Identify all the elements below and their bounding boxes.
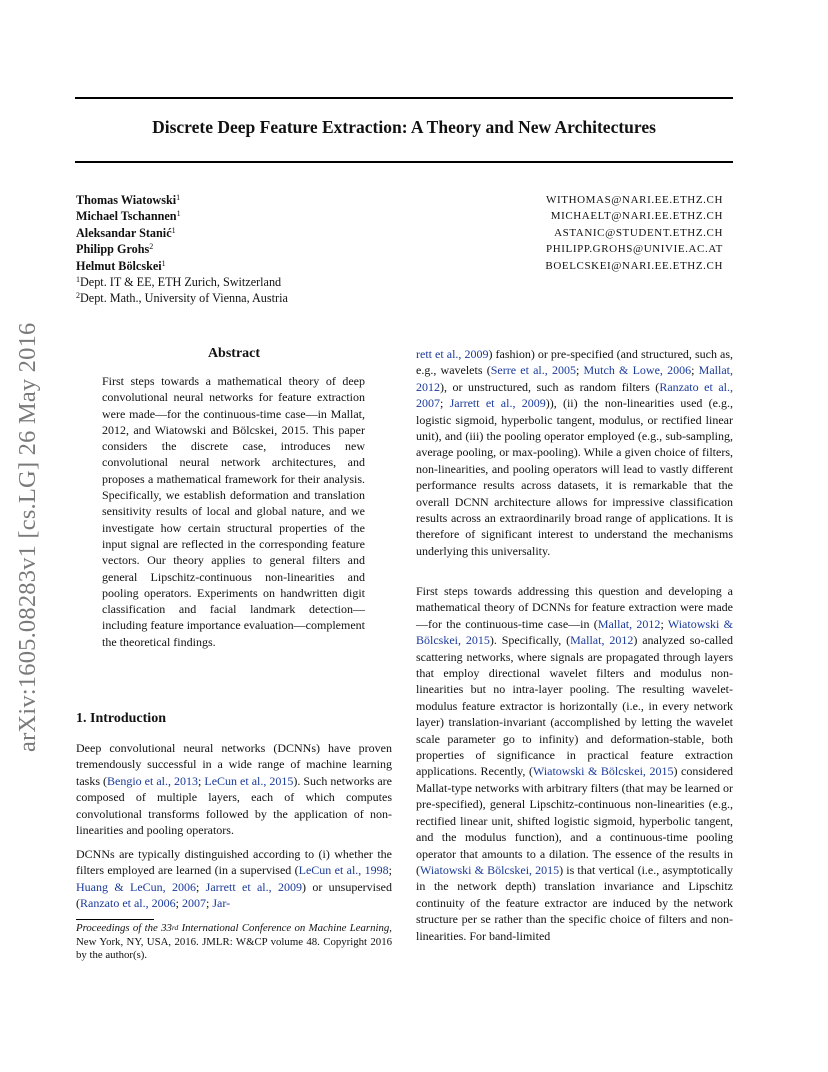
footnote-superscript: rd — [171, 923, 179, 932]
footnote-italic: International Conference on Machine Learning — [178, 922, 390, 934]
top-rule — [75, 97, 733, 99]
arxiv-identifier[interactable]: arXiv:1605.08283v1 [cs.LG] 26 May 2016 — [14, 322, 41, 752]
intro-paragraph-2 — [76, 846, 392, 912]
author-list — [76, 192, 288, 307]
citation-link[interactable]: rett et al., 2009 — [416, 347, 489, 361]
author-email[interactable]: MICHAELT@NARI.EE.ETHZ.CH — [550, 210, 723, 223]
citation-link[interactable]: Huang & LeCun, 2006 — [76, 879, 196, 894]
author-name: Helmut Bölcskei — [76, 258, 162, 273]
separator: ; — [196, 879, 206, 894]
separator: ; — [205, 896, 213, 911]
paragraph-text: First steps towards addressing this question and developing a mathematical theory of DCNNs for feature extraction were made—for the continuous-time case—in ( — [416, 584, 733, 631]
citation-link[interactable]: Bengio et al., 2013 — [107, 773, 199, 788]
citation-link[interactable]: Mallat, 2012 — [570, 633, 634, 648]
paragraph-text: ) analyzed so-called scattering networks, where signals are propagated through layers that employ directional wavelet filters and modulus non-linearities but no intra-layer pooling. The resulting wavelet-modulus feature extractor is horizontally (i.e., in every network layer) translation-invariant (accomplished by letting the wavelet scale parameter go to infinity) and deformation-stable, both properties of significance in practical feature extraction applications. Recently, ( — [416, 633, 734, 779]
paragraph-text: DCNNs are typically distinguished according to (i) whether the filters employed are learned (in a supervised ( — [76, 847, 392, 878]
author-row — [76, 225, 288, 241]
author-row — [76, 241, 288, 257]
title-bottom-rule — [75, 161, 733, 163]
citation-link[interactable]: Wiatowski & Bölcskei, 2015 — [420, 862, 560, 877]
author-affil-mark: 2 — [149, 242, 154, 252]
footnote-text: , New York, NY, USA, 2016. JMLR: W&CP volume 48. Copyright 2016 by the author(s). — [76, 922, 392, 962]
paragraph-text: ) is that vertical (i.e., asymptotically in the network depth) translation invariance and Lipschitz continuity of the feature extractor are induced by the network structure per se rather than the specific choice of filters and non-linearities. For band-limited — [416, 862, 733, 943]
author-row — [76, 258, 288, 274]
affiliation-text: Dept. Math., University of Vienna, Austria — [80, 291, 288, 306]
citation-link[interactable]: Mallat, 2012 — [416, 363, 733, 394]
email-list — [545, 192, 723, 274]
separator: ; — [440, 396, 450, 411]
right-paragraph-2 — [416, 583, 733, 944]
paragraph-text: ). Specifically, ( — [489, 633, 571, 648]
citation-link[interactable]: Wiatowski & Bölcskei, 2015 — [416, 616, 733, 648]
citation-link[interactable]: Ranzato et al., 2007 — [416, 379, 734, 411]
citation-link[interactable]: Jarrett et al., 2009 — [205, 879, 302, 894]
citation-link[interactable]: Ranzato et al., 2006 — [80, 896, 176, 911]
separator: ; — [388, 863, 392, 878]
proceedings-footnote — [76, 922, 392, 963]
author-row — [76, 208, 288, 224]
citation-link[interactable]: Jarrett et al., 2009 — [449, 396, 546, 411]
abstract-heading: Abstract — [207, 346, 261, 361]
citation-link[interactable]: Mallat, 2012 — [597, 616, 661, 631]
separator: ; — [660, 616, 668, 631]
affiliation — [76, 274, 288, 290]
affiliation-mark: 1 — [76, 275, 80, 285]
separator: ; — [575, 363, 584, 378]
citation-link[interactable]: LeCun et al., 1998 — [298, 863, 389, 878]
paragraph-text: ) or unsupervised ( — [76, 879, 392, 911]
abstract-body: First steps towards a mathematical theory of deep convolutional neural networks for feature extraction were made—for the continuous-time case—in Mallat, 2012, and Wiatowski and Bölcskei, 2015. This paper considers the discrete case, introduces new convolutional neural network architectures, and proposes a mathematical framework for their analysis. Specifically, we establish deformation and translation sensitivity results of local and global nature, and we investigate how certain structural properties of the input signal are reflected in the corresponding feature vectors. Our theory applies to general filters and general Lipschitz-continuous non-linearities and pooling operators. Experiments on handwritten digit classification and facial landmark detection—including feature importance evaluation—complement the theoretical findings. — [102, 374, 365, 649]
author-name: Michael Tschannen — [76, 209, 177, 224]
paragraph-text: ), or unstructured, such as random filters ( — [440, 379, 660, 394]
paragraph-text: ). Such networks are composed of multiple layers, each of which computes convolutional transforms followed by the application of non-linearities and pooling operators. — [76, 773, 393, 838]
author-name: Thomas Wiatowski — [76, 193, 177, 207]
paper-title: Discrete Deep Feature Extraction: A Theory and New Architectures — [152, 117, 656, 137]
author-affil-mark: 1 — [161, 258, 166, 268]
citation-link[interactable]: 2007 — [181, 896, 206, 911]
affiliation — [76, 290, 288, 306]
author-name: Philipp Grohs — [76, 242, 150, 257]
paragraph-text: ) fashion) or pre-specified (and structured, such as, e.g., wavelets ( — [416, 347, 734, 378]
author-email[interactable]: WITHOMAS@NARI.EE.ETHZ.CH — [546, 194, 723, 206]
citation-link[interactable]: Mutch & Lowe, 2006 — [583, 363, 692, 378]
separator: ; — [691, 363, 699, 378]
footnote-italic: Proceedings of the 33 — [76, 922, 172, 934]
separator: ; — [175, 896, 182, 911]
paragraph-text: )), (ii) the non-linearities used (e.g., logistic sigmoid, hyperbolic tangent, modulus, or rectified linear unit), and (iii) the pooling operator employed (e.g., sub-sampling, average pooling, or max-pooling). While a given choice of filters, non-linearities, and pooling operators will lead to vastly different performance results across datasets, it is remarkable that the overall DCNN architecture allows for impressive classification results across an extraordinarily broad range of applications. It is therefore of significant interest to understand the mechanisms underlying this universality. — [416, 396, 733, 558]
affiliation-mark: 2 — [76, 291, 80, 301]
footnote-rule — [76, 919, 154, 920]
author-email[interactable]: BOELCSKEI@NARI.EE.ETHZ.CH — [545, 259, 723, 272]
citation-link[interactable]: Serre et al., 2005 — [490, 363, 576, 378]
citation-link[interactable]: LeCun et al., 2015 — [204, 773, 294, 788]
citation-link[interactable]: Wiatowski & Bölcskei, 2015 — [532, 764, 674, 779]
author-affil-mark: 1 — [176, 209, 181, 219]
author-affil-mark: 1 — [176, 193, 181, 202]
author-email[interactable]: PHILIPP.GROHS@UNIVIE.AC.AT — [546, 243, 723, 256]
author-email[interactable]: ASTANIC@STUDENT.ETHZ.CH — [554, 226, 723, 239]
intro-paragraph-1 — [76, 740, 392, 838]
author-name: Aleksandar Stanić — [76, 225, 172, 240]
right-paragraph-1 — [416, 346, 733, 559]
citation-link[interactable]: Jar- — [212, 896, 231, 911]
author-affil-mark: 1 — [171, 225, 176, 235]
paragraph-text: Deep convolutional neural networks (DCNNs) have proven tremendously successful in a wide range of machine learning tasks ( — [76, 741, 392, 788]
author-row — [76, 192, 288, 208]
separator: ; — [198, 773, 205, 788]
affiliation-text: Dept. IT & EE, ETH Zurich, Switzerland — [80, 275, 282, 290]
paragraph-text: ) considered Mallat-type networks with arbitrary filters (that may be learned or pre-specified), general Lipschitz-continuous non-linearities (e.g., rectified linear unit, shifted logistic sigmoid, hyperbolic tangent, and the modulus function), and a continuous-time pooling operator that amounts to a dilation. The essence of the results in ( — [416, 764, 733, 877]
section-heading-introduction: 1. Introduction — [76, 711, 166, 726]
